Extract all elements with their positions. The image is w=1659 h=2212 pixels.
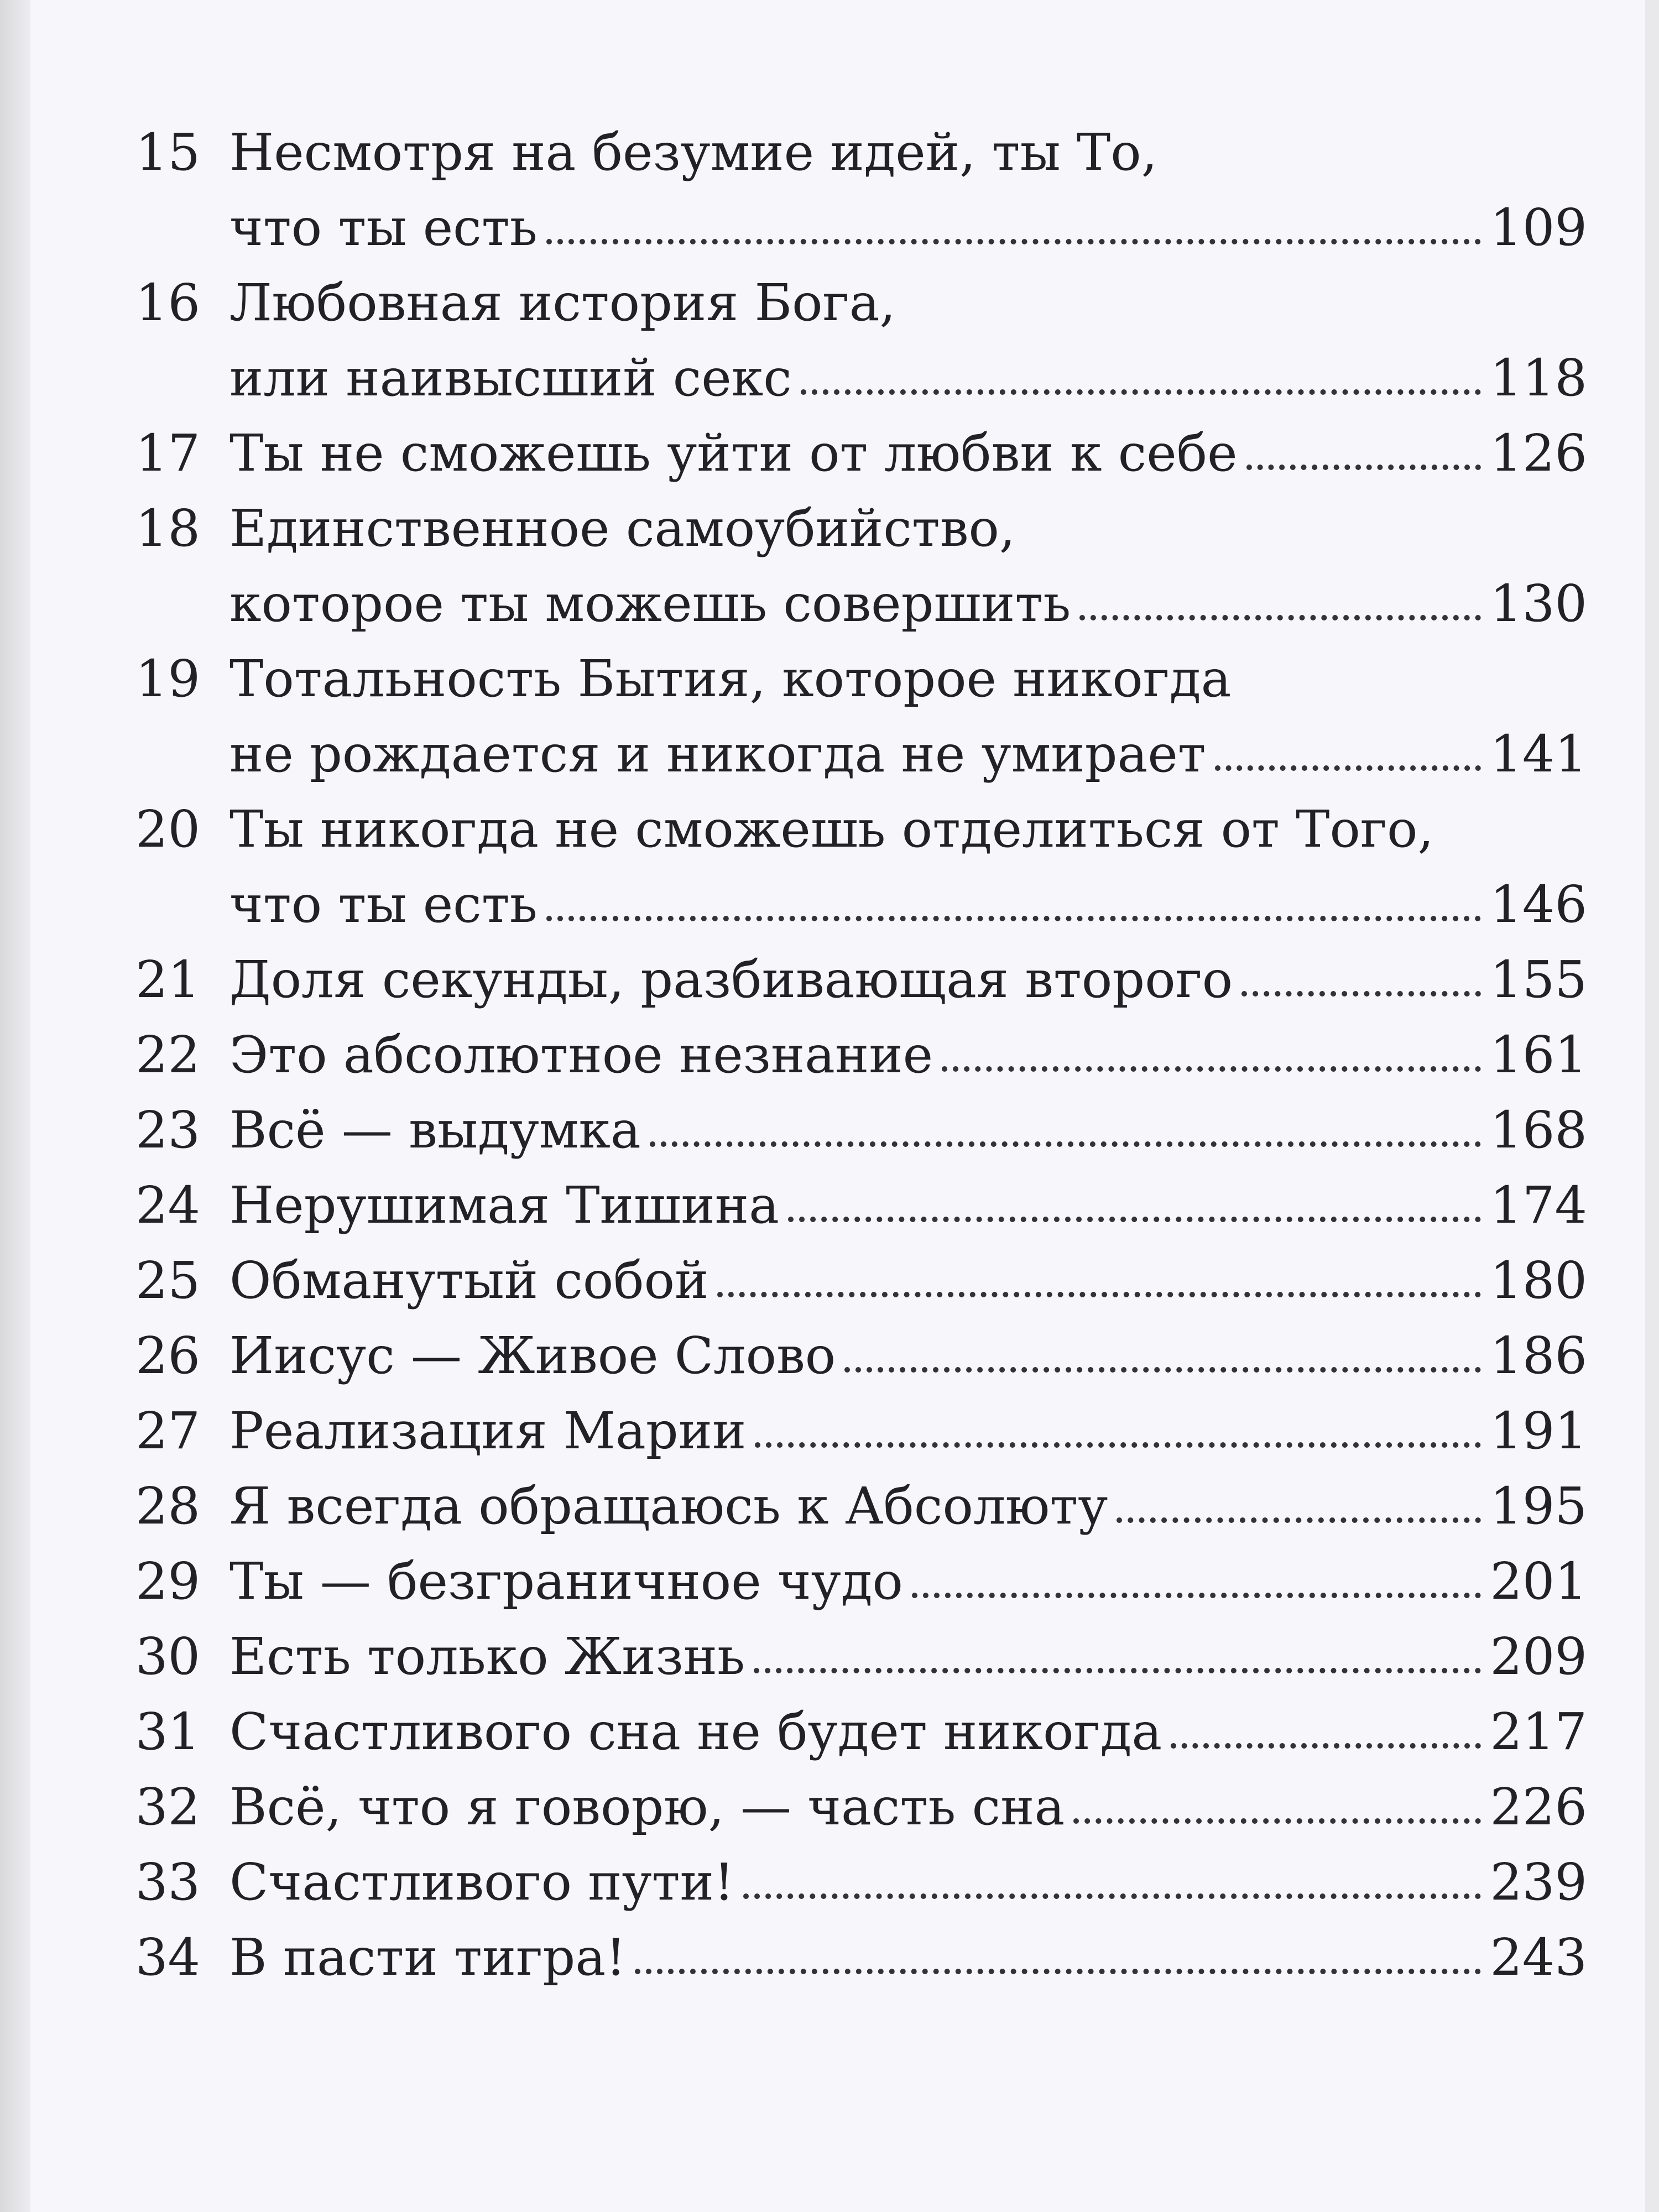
toc-entry-title: Есть только Жизнь — [229, 1627, 745, 1686]
toc-entry-page: 161 — [1490, 1025, 1587, 1084]
toc-entry-title: Единственное самоубийство, — [229, 499, 1016, 558]
dot-leader — [788, 1217, 1481, 1222]
toc-entry-number: 15 — [135, 123, 201, 182]
toc-entry-page: 226 — [1490, 1777, 1587, 1837]
toc-entry-title: Нерушимая Тишина — [229, 1176, 779, 1235]
toc-entry-32 — [30, 1772, 1645, 1843]
toc-entry-number: 27 — [135, 1401, 201, 1460]
toc-entry-number: 32 — [135, 1777, 201, 1837]
toc-entry-number: 18 — [135, 499, 201, 558]
toc-entry-page: 180 — [1490, 1251, 1587, 1310]
toc-entry-page: 155 — [1490, 950, 1587, 1009]
dot-leader — [844, 1367, 1481, 1373]
toc-entry-29 — [30, 1546, 1645, 1617]
dot-leader — [717, 1292, 1481, 1297]
dot-leader — [1079, 615, 1481, 620]
toc-entry-22 — [30, 1020, 1645, 1091]
toc-entry-number: 31 — [135, 1702, 201, 1761]
toc-entry-number: 28 — [135, 1477, 201, 1536]
toc-entry-page: 239 — [1490, 1853, 1587, 1912]
toc-entry-number: 23 — [135, 1100, 201, 1160]
toc-entry-number: 16 — [135, 273, 201, 332]
toc-entry-title: Я всегда обращаюсь к Абсолюту — [229, 1477, 1108, 1536]
toc-entry-page: 141 — [1490, 724, 1587, 784]
toc-entry-number: 29 — [135, 1552, 201, 1611]
toc-entry-number: 22 — [135, 1025, 201, 1084]
toc-entry-title: Ты не сможешь уйти от любви к себе — [229, 424, 1238, 483]
toc-entry-26 — [30, 1321, 1645, 1391]
toc-entry-24 — [30, 1170, 1645, 1241]
toc-entry-16-line-1 — [30, 268, 1645, 338]
dot-leader — [755, 1442, 1481, 1448]
page-right-edge — [1645, 0, 1659, 2212]
dot-leader — [635, 1969, 1481, 1974]
dot-leader — [650, 1141, 1481, 1147]
toc-entry-20-line-2 — [30, 869, 1645, 940]
toc-entry-number: 30 — [135, 1627, 201, 1686]
toc-entry-page: 201 — [1490, 1552, 1587, 1611]
toc-entry-number: 25 — [135, 1251, 201, 1310]
toc-entry-title: Счастливого сна не будет никогда — [229, 1702, 1162, 1761]
toc-entry-15-line-2 — [30, 192, 1645, 263]
toc-entry-title: В пасти тигра! — [229, 1928, 627, 1987]
toc-entry-title: Счастливого пути! — [229, 1853, 734, 1912]
dot-leader — [912, 1593, 1481, 1598]
toc-entry-title-continued: что ты есть — [229, 198, 538, 257]
toc-entry-27 — [30, 1396, 1645, 1467]
toc-entry-title: Всё, что я говорю, — часть сна — [229, 1777, 1065, 1837]
book-page — [30, 0, 1645, 2212]
dot-leader — [801, 389, 1481, 395]
toc-entry-number: 21 — [135, 950, 201, 1009]
page-left-edge — [0, 0, 30, 2212]
toc-entry-21 — [30, 945, 1645, 1015]
toc-entry-page: 146 — [1490, 875, 1587, 934]
toc-entry-page: 195 — [1490, 1477, 1587, 1536]
dot-leader — [743, 1893, 1481, 1899]
toc-entry-number: 20 — [135, 800, 201, 859]
dot-leader — [1073, 1818, 1481, 1824]
toc-entry-page: 118 — [1490, 348, 1587, 408]
toc-entry-number: 24 — [135, 1176, 201, 1235]
toc-entry-23 — [30, 1095, 1645, 1166]
dot-leader — [942, 1066, 1481, 1072]
toc-entry-25 — [30, 1245, 1645, 1316]
toc-entry-title: Ты никогда не сможешь отделиться от Того, — [229, 800, 1434, 859]
toc-entry-title-continued: которое ты можешь совершить — [229, 574, 1071, 633]
toc-entry-title-continued: или наивысший секс — [229, 348, 792, 408]
toc-entry-17 — [30, 418, 1645, 489]
toc-entry-page: 130 — [1490, 574, 1587, 633]
dot-leader — [546, 239, 1481, 244]
dot-leader — [546, 916, 1481, 921]
toc-entry-20-line-1 — [30, 794, 1645, 865]
toc-entry-page: 191 — [1490, 1401, 1587, 1460]
toc-entry-18-line-2 — [30, 568, 1645, 639]
toc-entry-28 — [30, 1471, 1645, 1542]
dot-leader — [1117, 1517, 1481, 1523]
toc-entry-title: Любовная история Бога, — [229, 273, 896, 332]
toc-entry-title: Несмотря на безумие идей, ты То, — [229, 123, 1157, 182]
toc-entry-19-line-1 — [30, 644, 1645, 714]
toc-entry-page: 174 — [1490, 1176, 1587, 1235]
toc-entry-title: Всё — выдумка — [229, 1100, 641, 1160]
toc-entry-page: 217 — [1490, 1702, 1587, 1761]
dot-leader — [1241, 991, 1481, 997]
toc-entry-title-continued: не рождается и никогда не умирает — [229, 724, 1206, 784]
dot-leader — [754, 1668, 1481, 1673]
toc-entry-title: Реализация Марии — [229, 1401, 747, 1460]
toc-entry-page: 168 — [1490, 1100, 1587, 1160]
toc-entry-page: 243 — [1490, 1928, 1587, 1987]
toc-entry-16-line-2 — [30, 343, 1645, 414]
toc-entry-title: Иисус — Живое Слово — [229, 1326, 836, 1385]
toc-entry-title: Тотальность Бытия, которое никогда — [229, 649, 1232, 708]
toc-entry-title-continued: что ты есть — [229, 875, 538, 934]
dot-leader — [1246, 465, 1481, 470]
dot-leader — [1215, 765, 1481, 771]
toc-entry-page: 109 — [1490, 198, 1587, 257]
toc-entry-page: 209 — [1490, 1627, 1587, 1686]
toc-entry-33 — [30, 1847, 1645, 1918]
table-of-contents — [30, 0, 1645, 2212]
toc-entry-number: 33 — [135, 1853, 201, 1912]
toc-entry-page: 186 — [1490, 1326, 1587, 1385]
toc-entry-number: 26 — [135, 1326, 201, 1385]
toc-entry-34 — [30, 1922, 1645, 1993]
toc-entry-title: Доля секунды, разбивающая второго — [229, 950, 1233, 1009]
toc-entry-15-line-1 — [30, 117, 1645, 188]
toc-entry-30 — [30, 1621, 1645, 1692]
toc-entry-title: Обманутый собой — [229, 1251, 709, 1310]
toc-entry-page: 126 — [1490, 424, 1587, 483]
toc-entry-18-line-1 — [30, 493, 1645, 564]
toc-entry-19-line-2 — [30, 719, 1645, 790]
toc-entry-number: 19 — [135, 649, 201, 708]
toc-entry-number: 34 — [135, 1928, 201, 1987]
toc-entry-title: Ты — безграничное чудо — [229, 1552, 903, 1611]
toc-entry-31 — [30, 1697, 1645, 1767]
dot-leader — [1171, 1743, 1481, 1749]
toc-entry-title: Это абсолютное незнание — [229, 1025, 933, 1084]
toc-entry-number: 17 — [135, 424, 201, 483]
